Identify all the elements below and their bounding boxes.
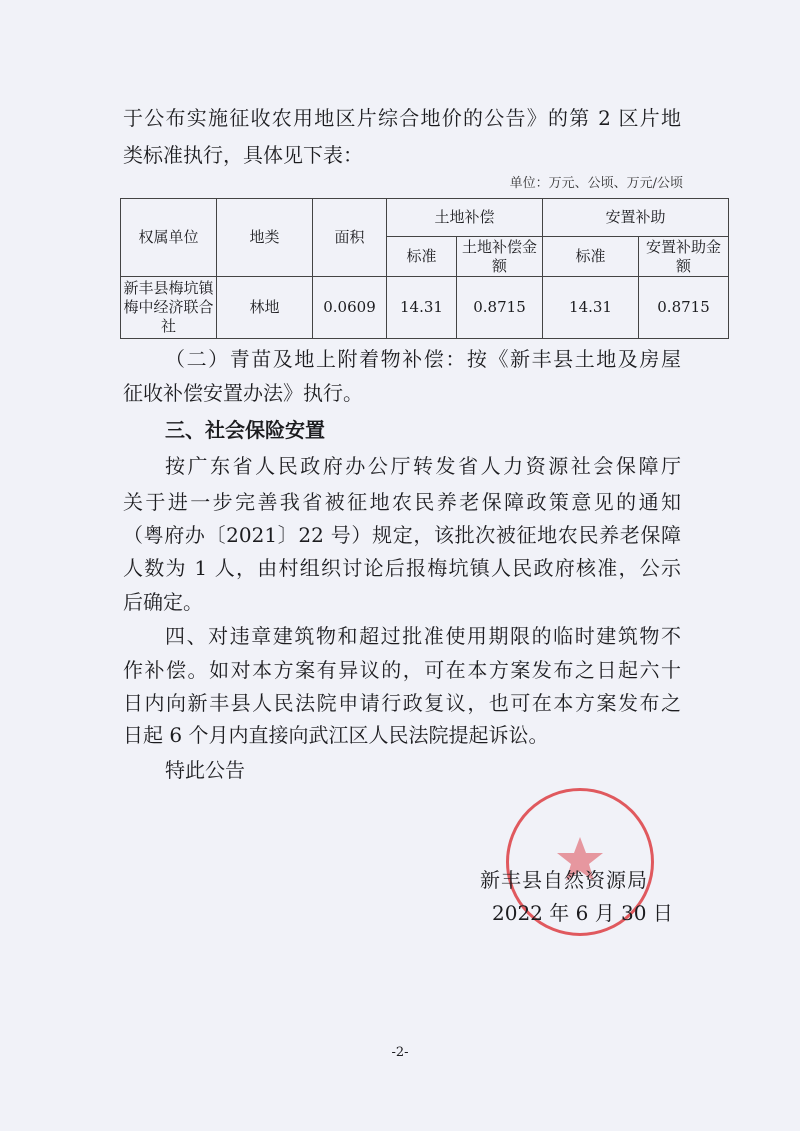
paragraph-line: 征收补偿安置办法》执行。: [123, 381, 363, 405]
cell-area: 0.0609: [313, 277, 387, 339]
paragraph-line: 作补偿。如对本方案有异议的，可在本方案发布之日起六十: [123, 658, 681, 682]
cell-land-comp-amount: 0.8715: [457, 277, 543, 339]
cell-land-type: 林地: [217, 277, 313, 339]
paragraph-line: 于公布实施征收农用地区片综合地价的公告》的第 2 区片地: [123, 106, 681, 130]
cell-standard: 14.31: [387, 277, 457, 339]
section-heading: 三、社会保险安置: [165, 418, 325, 442]
paragraph-line: 类标准执行，具体见下表：: [123, 143, 363, 167]
header-standard: 标准: [543, 237, 639, 277]
paragraph-line: （粤府办〔2021〕22 号）规定，该批次被征地农民养老保障: [123, 523, 681, 547]
page-number: -2-: [391, 1045, 409, 1060]
table-unit-note: 单位：万元、公顷、万元/公顷: [509, 176, 683, 191]
paragraph-line: 后确定。: [123, 590, 203, 614]
paragraph-line: 日内向新丰县人民法院申请行政复议，也可在本方案发布之: [123, 691, 681, 715]
paragraph-line: 日起 6 个月内直接向武江区人民法院提起诉讼。: [123, 723, 549, 747]
paragraph-line: 关于进一步完善我省被征地农民养老保障政策意见的通知: [123, 490, 681, 514]
header-resettle: 安置补助: [543, 199, 729, 237]
cell-owner: 新丰县梅坑镇梅中经济联合社: [121, 277, 217, 339]
header-standard: 标准: [387, 237, 457, 277]
paragraph-line: 人数为 1 人，由村组织讨论后报梅坑镇人民政府核准，公示: [123, 556, 681, 580]
signing-date: 2022 年 6 月 30 日: [492, 901, 673, 925]
cell-standard: 14.31: [543, 277, 639, 339]
paragraph-line: （二）青苗及地上附着物补偿：按《新丰县土地及房屋: [165, 347, 681, 371]
header-owner: 权属单位: [121, 199, 217, 277]
signing-organization: 新丰县自然资源局: [480, 868, 648, 892]
header-area: 面积: [313, 199, 387, 277]
compensation-table: [120, 198, 729, 339]
table-row: [121, 277, 729, 339]
closing-text: 特此公告: [165, 758, 245, 782]
cell-resettle-amount: 0.8715: [639, 277, 729, 339]
paragraph-line: 四、对违章建筑物和超过批准使用期限的临时建筑物不: [165, 624, 681, 648]
header-land-comp-amount: 土地补偿金额: [457, 237, 543, 277]
paragraph-line: 按广东省人民政府办公厅转发省人力资源社会保障厅: [165, 454, 681, 478]
header-land-type: 地类: [217, 199, 313, 277]
header-resettle-amount: 安置补助金额: [639, 237, 729, 277]
header-land-comp: 土地补偿: [387, 199, 543, 237]
